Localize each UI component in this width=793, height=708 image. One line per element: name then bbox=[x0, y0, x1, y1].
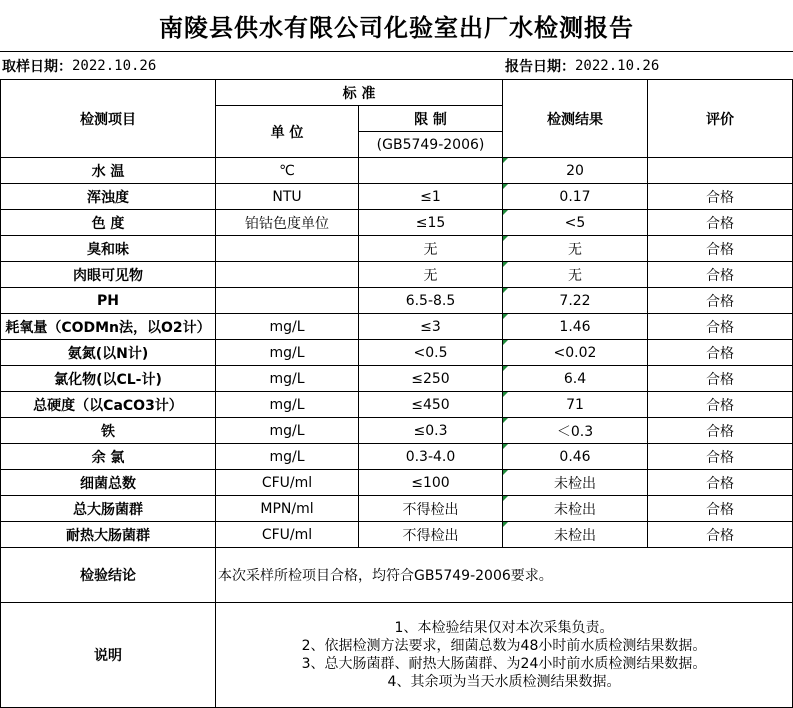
row-item: 臭和味 bbox=[1, 236, 216, 262]
row-result: 6.4 bbox=[503, 366, 648, 392]
conclusion-text: 本次采样所检项目合格，均符合GB5749-2006要求。 bbox=[216, 548, 793, 603]
row-limit: 6.5-8.5 bbox=[359, 288, 503, 314]
notes-label: 说明 bbox=[1, 603, 216, 708]
row-evaluation: 合格 bbox=[648, 496, 793, 522]
sample-date-label: 取样日期： bbox=[2, 59, 72, 75]
table-row bbox=[1, 314, 793, 340]
row-result: 无 bbox=[503, 262, 648, 288]
row-unit: 铂钴色度单位 bbox=[216, 210, 359, 236]
row-result: 0.46 bbox=[503, 444, 648, 470]
report-date-label: 报告日期： bbox=[505, 59, 575, 75]
row-evaluation: 合格 bbox=[648, 418, 793, 444]
row-unit: MPN/ml bbox=[216, 496, 359, 522]
header-limit: 限 制 bbox=[359, 106, 503, 132]
row-limit: 不得检出 bbox=[359, 522, 503, 548]
header-unit: 单 位 bbox=[216, 106, 359, 158]
row-limit: ≤100 bbox=[359, 470, 503, 496]
table-row bbox=[1, 496, 793, 522]
row-result: 71 bbox=[503, 392, 648, 418]
row-unit: mg/L bbox=[216, 340, 359, 366]
conclusion-label: 检验结论 bbox=[1, 548, 216, 603]
notes-cell bbox=[216, 603, 793, 708]
row-result: ＜0.3 bbox=[503, 418, 648, 444]
row-evaluation: 合格 bbox=[648, 444, 793, 470]
row-evaluation: 合格 bbox=[648, 522, 793, 548]
row-limit: ≤15 bbox=[359, 210, 503, 236]
row-limit: 不得检出 bbox=[359, 496, 503, 522]
row-unit: mg/L bbox=[216, 444, 359, 470]
sample-date bbox=[2, 52, 156, 80]
row-limit: 无 bbox=[359, 236, 503, 262]
table-row bbox=[1, 288, 793, 314]
row-result: <0.02 bbox=[503, 340, 648, 366]
row-evaluation: 合格 bbox=[648, 184, 793, 210]
row-result: 未检出 bbox=[503, 522, 648, 548]
header-item: 检测项目 bbox=[1, 80, 216, 158]
row-unit: mg/L bbox=[216, 366, 359, 392]
date-row bbox=[0, 51, 793, 80]
row-result: 未检出 bbox=[503, 470, 648, 496]
table-row bbox=[1, 444, 793, 470]
row-limit: 无 bbox=[359, 262, 503, 288]
row-result: 无 bbox=[503, 236, 648, 262]
row-result: 未检出 bbox=[503, 496, 648, 522]
inspection-table bbox=[0, 79, 793, 708]
row-limit: ≤250 bbox=[359, 366, 503, 392]
table-row bbox=[1, 262, 793, 288]
header-standard: 标 准 bbox=[216, 80, 503, 106]
note-line: 4、其余项为当天水质检测结果数据。 bbox=[387, 674, 621, 690]
row-item: 浑浊度 bbox=[1, 184, 216, 210]
table-row bbox=[1, 392, 793, 418]
row-unit: CFU/ml bbox=[216, 522, 359, 548]
header-evaluation: 评价 bbox=[648, 80, 793, 158]
table-row bbox=[1, 470, 793, 496]
report-date bbox=[505, 52, 659, 80]
row-item: 铁 bbox=[1, 418, 216, 444]
row-evaluation: 合格 bbox=[648, 210, 793, 236]
table-row bbox=[1, 366, 793, 392]
row-item: 色 度 bbox=[1, 210, 216, 236]
note-line: 1、本检验结果仅对本次采集负责。 bbox=[394, 620, 614, 636]
report-date-value: 2022.10.26 bbox=[575, 58, 660, 74]
row-item: 肉眼可见物 bbox=[1, 262, 216, 288]
row-item: 耐热大肠菌群 bbox=[1, 522, 216, 548]
row-limit bbox=[359, 158, 503, 184]
row-item: 氯化物(以CL-计) bbox=[1, 366, 216, 392]
row-limit: <0.5 bbox=[359, 340, 503, 366]
row-unit bbox=[216, 262, 359, 288]
row-item: 余 氯 bbox=[1, 444, 216, 470]
row-item: 水 温 bbox=[1, 158, 216, 184]
row-result: 0.17 bbox=[503, 184, 648, 210]
row-item: 总硬度（以CaCO3计） bbox=[1, 392, 216, 418]
row-unit bbox=[216, 236, 359, 262]
row-result: 7.22 bbox=[503, 288, 648, 314]
row-unit: ℃ bbox=[216, 158, 359, 184]
report-title: 南陵县供水有限公司化验室出厂水检测报告 bbox=[159, 12, 634, 42]
header-result: 检测结果 bbox=[503, 80, 648, 158]
row-evaluation bbox=[648, 158, 793, 184]
row-unit: NTU bbox=[216, 184, 359, 210]
row-unit: mg/L bbox=[216, 392, 359, 418]
row-item: 氨氮(以N计) bbox=[1, 340, 216, 366]
row-evaluation: 合格 bbox=[648, 340, 793, 366]
row-evaluation: 合格 bbox=[648, 288, 793, 314]
row-result: 1.46 bbox=[503, 314, 648, 340]
table-row bbox=[1, 158, 793, 184]
row-limit: ≤450 bbox=[359, 392, 503, 418]
row-unit: mg/L bbox=[216, 418, 359, 444]
row-unit bbox=[216, 288, 359, 314]
row-item: 细菌总数 bbox=[1, 470, 216, 496]
row-unit: CFU/ml bbox=[216, 470, 359, 496]
row-evaluation: 合格 bbox=[648, 366, 793, 392]
table-row bbox=[1, 210, 793, 236]
row-evaluation: 合格 bbox=[648, 262, 793, 288]
row-limit: ≤3 bbox=[359, 314, 503, 340]
note-line: 2、依据检测方法要求，细菌总数为48小时前水质检测结果数据。 bbox=[301, 638, 707, 654]
row-limit: ≤0.3 bbox=[359, 418, 503, 444]
table-row bbox=[1, 236, 793, 262]
row-result: <5 bbox=[503, 210, 648, 236]
row-evaluation: 合格 bbox=[648, 392, 793, 418]
sample-date-value: 2022.10.26 bbox=[72, 58, 157, 74]
row-unit: mg/L bbox=[216, 314, 359, 340]
row-evaluation: 合格 bbox=[648, 236, 793, 262]
header-standard-code: (GB5749-2006) bbox=[359, 132, 503, 158]
row-limit: 0.3-4.0 bbox=[359, 444, 503, 470]
row-item: 耗氧量（CODMn法，以O2计） bbox=[1, 314, 216, 340]
row-item: 总大肠菌群 bbox=[1, 496, 216, 522]
note-line: 3、总大肠菌群、耐热大肠菌群、为24小时前水质检测结果数据。 bbox=[301, 656, 707, 672]
row-evaluation: 合格 bbox=[648, 314, 793, 340]
table-row bbox=[1, 418, 793, 444]
table-row bbox=[1, 184, 793, 210]
table-row bbox=[1, 522, 793, 548]
row-result: 20 bbox=[503, 158, 648, 184]
table-row bbox=[1, 340, 793, 366]
row-limit: ≤1 bbox=[359, 184, 503, 210]
row-evaluation: 合格 bbox=[648, 470, 793, 496]
row-item: PH bbox=[1, 288, 216, 314]
